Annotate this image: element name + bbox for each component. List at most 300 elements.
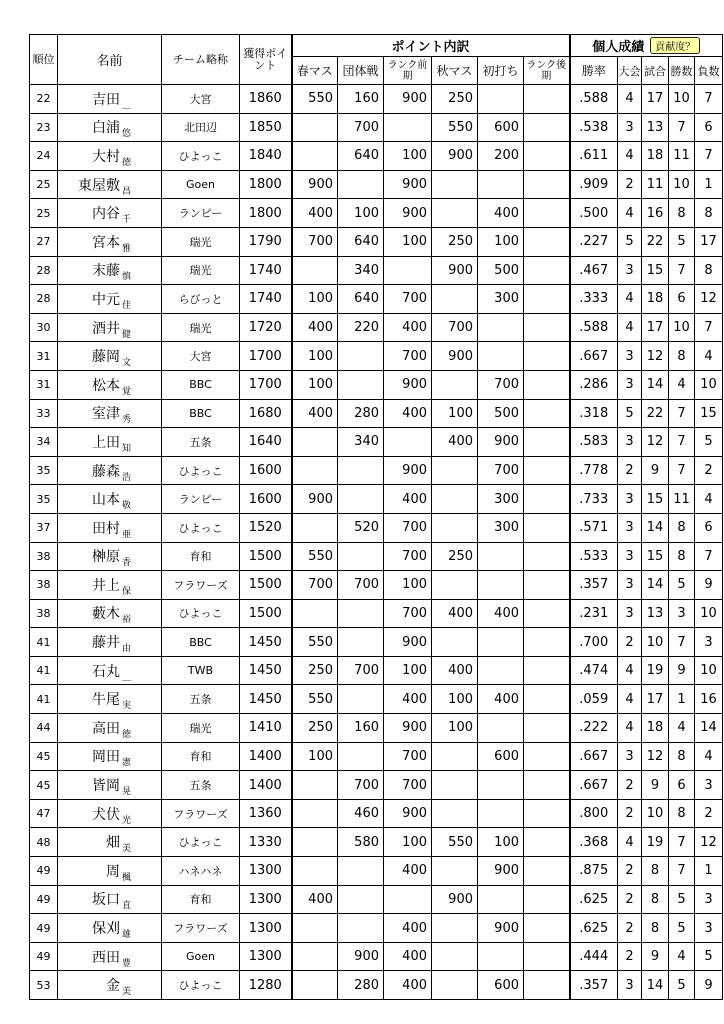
team-cell: 北田辺 — [162, 113, 240, 142]
header-rank: 順位 — [30, 35, 58, 85]
rank-first-cell: 100 — [384, 571, 432, 600]
wins-cell: 7 — [669, 256, 695, 285]
team-cell: 五条 — [162, 771, 240, 800]
family-name: 金 — [106, 978, 120, 995]
tournaments-cell: 3 — [618, 342, 642, 371]
rank-first-cell: 900 — [384, 456, 432, 485]
points-cell: 1300 — [240, 942, 292, 971]
standings-table — [29, 34, 723, 1000]
family-name: 松本 — [92, 377, 120, 394]
rank-first-cell: 100 — [384, 828, 432, 857]
wins-cell: 8 — [669, 342, 695, 371]
given-name-initial: 晃 — [122, 787, 132, 798]
losses-cell: 6 — [695, 513, 723, 542]
header-team: チーム略称 — [162, 35, 240, 85]
winrate-cell: .500 — [570, 199, 618, 228]
points-cell: 1720 — [240, 313, 292, 342]
family-name: 皆岡 — [92, 778, 120, 795]
points-cell: 1330 — [240, 828, 292, 857]
rank-first-cell: 900 — [384, 199, 432, 228]
tournaments-cell: 4 — [618, 199, 642, 228]
losses-cell: 10 — [695, 370, 723, 399]
losses-cell: 5 — [695, 942, 723, 971]
matches-cell: 11 — [642, 170, 669, 199]
tournaments-cell: 3 — [618, 428, 642, 457]
table-row — [30, 885, 723, 914]
autumn-cell — [432, 170, 478, 199]
matches-cell: 17 — [642, 685, 669, 714]
points-cell: 1680 — [240, 399, 292, 428]
given-name-initial: 雄 — [122, 930, 132, 941]
given-name-initial: 知 — [122, 443, 132, 454]
matches-cell: 9 — [642, 771, 669, 800]
header-first-play: 初打ち — [478, 57, 524, 85]
rank-second-cell — [524, 714, 570, 743]
wins-cell: 8 — [669, 742, 695, 771]
table-row — [30, 971, 723, 1000]
winrate-cell: .588 — [570, 313, 618, 342]
given-name-initial: 光 — [122, 815, 132, 826]
rank-first-cell: 700 — [384, 742, 432, 771]
name-cell — [58, 513, 162, 542]
rank-first-cell — [384, 256, 432, 285]
losses-cell: 5 — [695, 428, 723, 457]
teamevent-cell: 100 — [338, 199, 384, 228]
rank-first-cell — [384, 885, 432, 914]
header-losses: 負数 — [695, 57, 723, 85]
family-name: 犬伏 — [92, 806, 120, 823]
name-cell — [58, 885, 162, 914]
tournaments-cell: 4 — [618, 714, 642, 743]
wins-cell: 5 — [669, 885, 695, 914]
team-cell: ランピー — [162, 485, 240, 514]
teamevent-cell: 280 — [338, 399, 384, 428]
table-row — [30, 199, 723, 228]
wins-cell: 6 — [669, 771, 695, 800]
teamevent-cell: 700 — [338, 656, 384, 685]
tournaments-cell: 3 — [618, 113, 642, 142]
rank-cell: 45 — [30, 742, 58, 771]
winrate-cell: .800 — [570, 799, 618, 828]
winrate-cell: .357 — [570, 971, 618, 1000]
rank-first-cell: 400 — [384, 313, 432, 342]
spring-cell: 550 — [292, 542, 338, 571]
points-cell: 1850 — [240, 113, 292, 142]
tournaments-cell: 3 — [618, 971, 642, 1000]
matches-cell: 9 — [642, 942, 669, 971]
rank-first-cell: 400 — [384, 399, 432, 428]
spring-cell: 100 — [292, 370, 338, 399]
teamevent-cell — [338, 857, 384, 886]
header-matches: 試合 — [642, 57, 669, 85]
winrate-cell: .286 — [570, 370, 618, 399]
table-row — [30, 113, 723, 142]
family-name: 牛尾 — [92, 692, 120, 709]
autumn-cell: 900 — [432, 256, 478, 285]
matches-cell: 14 — [642, 370, 669, 399]
wins-cell: 10 — [669, 85, 695, 114]
winrate-cell: .625 — [570, 885, 618, 914]
matches-cell: 19 — [642, 656, 669, 685]
rank-first-cell: 700 — [384, 342, 432, 371]
table-header — [30, 35, 723, 85]
points-cell: 1600 — [240, 456, 292, 485]
name-cell — [58, 456, 162, 485]
points-cell: 1500 — [240, 599, 292, 628]
points-cell: 1520 — [240, 513, 292, 542]
wins-cell: 11 — [669, 485, 695, 514]
spring-cell: 250 — [292, 714, 338, 743]
losses-cell: 9 — [695, 571, 723, 600]
matches-cell: 9 — [642, 456, 669, 485]
matches-cell: 14 — [642, 971, 669, 1000]
name-cell — [58, 485, 162, 514]
given-name-initial: 浩 — [122, 472, 132, 483]
tournaments-cell: 5 — [618, 399, 642, 428]
table-row — [30, 571, 723, 600]
teamevent-cell — [338, 628, 384, 657]
family-name: 畑 — [106, 835, 120, 852]
family-name: 吉田 — [92, 91, 120, 108]
spring-cell: 400 — [292, 199, 338, 228]
given-name-initial: 楓 — [122, 872, 132, 883]
points-cell: 1600 — [240, 485, 292, 514]
rank-cell: 35 — [30, 485, 58, 514]
name-cell — [58, 342, 162, 371]
first-play-cell: 600 — [478, 971, 524, 1000]
winrate-cell: .222 — [570, 714, 618, 743]
family-name: 保刈 — [92, 921, 120, 938]
autumn-cell — [432, 370, 478, 399]
given-name-initial: 文 — [122, 358, 132, 369]
spring-cell — [292, 771, 338, 800]
table-row — [30, 170, 723, 199]
tournaments-cell: 2 — [618, 456, 642, 485]
first-play-cell: 400 — [478, 599, 524, 628]
rank-first-cell: 900 — [384, 799, 432, 828]
losses-cell: 8 — [695, 256, 723, 285]
matches-cell: 8 — [642, 914, 669, 943]
autumn-cell: 700 — [432, 313, 478, 342]
first-play-cell: 700 — [478, 370, 524, 399]
first-play-cell: 200 — [478, 142, 524, 171]
rank-cell: 33 — [30, 399, 58, 428]
first-play-cell — [478, 714, 524, 743]
rank-second-cell — [524, 885, 570, 914]
rank-first-cell: 900 — [384, 628, 432, 657]
given-name-initial: 佳 — [122, 300, 132, 311]
tournaments-cell: 3 — [618, 571, 642, 600]
first-play-cell: 500 — [478, 256, 524, 285]
given-name-initial: 徳 — [122, 157, 132, 168]
first-play-cell: 600 — [478, 113, 524, 142]
name-cell — [58, 742, 162, 771]
team-cell: 大宮 — [162, 85, 240, 114]
teamevent-cell — [338, 685, 384, 714]
teamevent-cell — [338, 342, 384, 371]
teamevent-cell: 160 — [338, 714, 384, 743]
winrate-cell: .538 — [570, 113, 618, 142]
spring-cell — [292, 828, 338, 857]
rank-first-cell: 400 — [384, 971, 432, 1000]
winrate-cell: .227 — [570, 227, 618, 256]
teamevent-cell: 340 — [338, 428, 384, 457]
tournaments-cell: 2 — [618, 628, 642, 657]
team-cell: フラワーズ — [162, 799, 240, 828]
winrate-cell: .778 — [570, 456, 618, 485]
points-cell: 1500 — [240, 571, 292, 600]
matches-cell: 13 — [642, 599, 669, 628]
given-name-initial: 保 — [122, 586, 132, 597]
rank-cell: 38 — [30, 571, 58, 600]
rank-cell: 24 — [30, 142, 58, 171]
team-cell: ひよっこ — [162, 513, 240, 542]
family-name: 山本 — [92, 492, 120, 509]
spring-cell — [292, 857, 338, 886]
wins-cell: 5 — [669, 571, 695, 600]
rank-first-cell: 100 — [384, 227, 432, 256]
matches-cell: 17 — [642, 85, 669, 114]
given-name-initial: 香 — [122, 558, 132, 569]
first-play-cell — [478, 342, 524, 371]
teamevent-cell — [338, 914, 384, 943]
first-play-cell: 700 — [478, 456, 524, 485]
rank-cell: 44 — [30, 714, 58, 743]
winrate-cell: .667 — [570, 771, 618, 800]
wins-cell: 1 — [669, 685, 695, 714]
rank-first-cell: 400 — [384, 857, 432, 886]
first-play-cell — [478, 170, 524, 199]
points-cell: 1300 — [240, 857, 292, 886]
losses-cell: 4 — [695, 342, 723, 371]
table-row — [30, 628, 723, 657]
family-name: 藪木 — [92, 606, 120, 623]
team-cell: 育和 — [162, 885, 240, 914]
spring-cell — [292, 799, 338, 828]
teamevent-cell: 220 — [338, 313, 384, 342]
name-cell — [58, 542, 162, 571]
name-cell — [58, 914, 162, 943]
spring-cell — [292, 599, 338, 628]
wins-cell: 10 — [669, 170, 695, 199]
autumn-cell: 250 — [432, 85, 478, 114]
tournaments-cell: 3 — [618, 513, 642, 542]
points-cell: 1860 — [240, 85, 292, 114]
rank-cell: 38 — [30, 599, 58, 628]
name-cell — [58, 714, 162, 743]
rank-second-cell — [524, 914, 570, 943]
family-name: 坂口 — [92, 892, 120, 909]
tournaments-cell: 5 — [618, 227, 642, 256]
header-rank-second: ランク後期 — [524, 57, 570, 85]
header-winrate: 勝率 — [570, 57, 618, 85]
losses-cell: 17 — [695, 227, 723, 256]
table-row — [30, 599, 723, 628]
family-name: 石丸 — [92, 663, 120, 680]
rank-first-cell: 900 — [384, 370, 432, 399]
autumn-cell: 550 — [432, 113, 478, 142]
autumn-cell — [432, 742, 478, 771]
points-cell: 1800 — [240, 199, 292, 228]
wins-cell: 4 — [669, 714, 695, 743]
header-name: 名前 — [58, 35, 162, 85]
matches-cell: 13 — [642, 113, 669, 142]
rank-second-cell — [524, 142, 570, 171]
rank-second-cell — [524, 399, 570, 428]
name-cell — [58, 370, 162, 399]
points-cell: 1300 — [240, 914, 292, 943]
team-cell: BBC — [162, 370, 240, 399]
spring-cell: 900 — [292, 170, 338, 199]
autumn-cell: 100 — [432, 685, 478, 714]
losses-cell: 2 — [695, 456, 723, 485]
teamevent-cell: 580 — [338, 828, 384, 857]
spring-cell: 550 — [292, 85, 338, 114]
wins-cell: 4 — [669, 370, 695, 399]
autumn-cell: 900 — [432, 342, 478, 371]
points-cell: 1450 — [240, 685, 292, 714]
rank-first-cell: 900 — [384, 170, 432, 199]
contribution-button[interactable]: 貢献度？ — [650, 37, 700, 54]
header-spring: 春マス — [292, 57, 338, 85]
rank-first-cell: 700 — [384, 285, 432, 314]
team-cell: Goen — [162, 942, 240, 971]
autumn-cell — [432, 485, 478, 514]
team-cell: フラワーズ — [162, 914, 240, 943]
spring-cell: 250 — [292, 656, 338, 685]
matches-cell: 15 — [642, 485, 669, 514]
matches-cell: 8 — [642, 885, 669, 914]
name-cell — [58, 685, 162, 714]
rank-first-cell: 700 — [384, 599, 432, 628]
winrate-cell: .467 — [570, 256, 618, 285]
rank-second-cell — [524, 542, 570, 571]
winrate-cell: .533 — [570, 542, 618, 571]
losses-cell: 1 — [695, 170, 723, 199]
rank-first-cell: 400 — [384, 485, 432, 514]
tournaments-cell: 3 — [618, 742, 642, 771]
losses-cell: 10 — [695, 656, 723, 685]
table-row — [30, 714, 723, 743]
first-play-cell — [478, 656, 524, 685]
table-row — [30, 227, 723, 256]
autumn-cell: 250 — [432, 542, 478, 571]
family-name: 上田 — [92, 434, 120, 451]
given-name-initial: 秀 — [122, 415, 132, 426]
losses-cell: 4 — [695, 742, 723, 771]
points-cell: 1450 — [240, 656, 292, 685]
rank-cell: 38 — [30, 542, 58, 571]
given-name-initial: 覚 — [122, 386, 132, 397]
header-points: 獲得ポイント — [240, 35, 292, 85]
matches-cell: 16 — [642, 199, 669, 228]
losses-cell: 12 — [695, 285, 723, 314]
first-play-cell — [478, 542, 524, 571]
wins-cell: 4 — [669, 942, 695, 971]
tournaments-cell: 4 — [618, 656, 642, 685]
rank-second-cell — [524, 342, 570, 371]
rank-cell: 47 — [30, 799, 58, 828]
spring-cell — [292, 256, 338, 285]
first-play-cell: 300 — [478, 513, 524, 542]
rank-first-cell: 700 — [384, 771, 432, 800]
first-play-cell: 400 — [478, 199, 524, 228]
losses-cell: 6 — [695, 113, 723, 142]
tournaments-cell: 2 — [618, 942, 642, 971]
rank-cell: 35 — [30, 456, 58, 485]
tournaments-cell: 4 — [618, 142, 642, 171]
rank-second-cell — [524, 85, 570, 114]
rank-second-cell — [524, 571, 570, 600]
spring-cell: 100 — [292, 285, 338, 314]
wins-cell: 7 — [669, 828, 695, 857]
losses-cell: 16 — [695, 685, 723, 714]
losses-cell: 7 — [695, 85, 723, 114]
rank-second-cell — [524, 513, 570, 542]
family-name: 東屋敷 — [78, 177, 120, 194]
rank-second-cell — [524, 199, 570, 228]
losses-cell: 4 — [695, 485, 723, 514]
spring-cell — [292, 142, 338, 171]
wins-cell: 7 — [669, 857, 695, 886]
autumn-cell — [432, 199, 478, 228]
rank-second-cell — [524, 227, 570, 256]
tournaments-cell: 2 — [618, 857, 642, 886]
first-play-cell: 900 — [478, 428, 524, 457]
teamevent-cell: 340 — [338, 256, 384, 285]
winrate-cell: .667 — [570, 342, 618, 371]
autumn-cell: 900 — [432, 142, 478, 171]
matches-cell: 22 — [642, 227, 669, 256]
tournaments-cell: 4 — [618, 828, 642, 857]
given-name-initial: 悠 — [122, 129, 132, 140]
autumn-cell — [432, 513, 478, 542]
matches-cell: 10 — [642, 799, 669, 828]
spring-cell: 400 — [292, 399, 338, 428]
rank-first-cell: 900 — [384, 714, 432, 743]
autumn-cell — [432, 628, 478, 657]
standings-sheet — [29, 34, 723, 1000]
spring-cell: 550 — [292, 685, 338, 714]
rank-cell: 49 — [30, 885, 58, 914]
first-play-cell — [478, 885, 524, 914]
rank-second-cell — [524, 256, 570, 285]
teamevent-cell — [338, 885, 384, 914]
first-play-cell — [478, 799, 524, 828]
first-play-cell: 300 — [478, 485, 524, 514]
rank-second-cell — [524, 313, 570, 342]
table-row — [30, 142, 723, 171]
name-cell — [58, 85, 162, 114]
first-play-cell — [478, 571, 524, 600]
name-cell — [58, 857, 162, 886]
first-play-cell: 100 — [478, 828, 524, 857]
winrate-cell: .611 — [570, 142, 618, 171]
name-cell — [58, 285, 162, 314]
name-cell — [58, 599, 162, 628]
given-name-initial: ＿ — [122, 672, 132, 683]
losses-cell: 7 — [695, 542, 723, 571]
winrate-cell: .474 — [570, 656, 618, 685]
first-play-cell: 900 — [478, 914, 524, 943]
tournaments-cell: 3 — [618, 256, 642, 285]
teamevent-cell: 700 — [338, 113, 384, 142]
points-cell: 1450 — [240, 628, 292, 657]
losses-cell: 9 — [695, 971, 723, 1000]
spring-cell — [292, 456, 338, 485]
rank-cell: 49 — [30, 857, 58, 886]
family-name: 大村 — [92, 148, 120, 165]
